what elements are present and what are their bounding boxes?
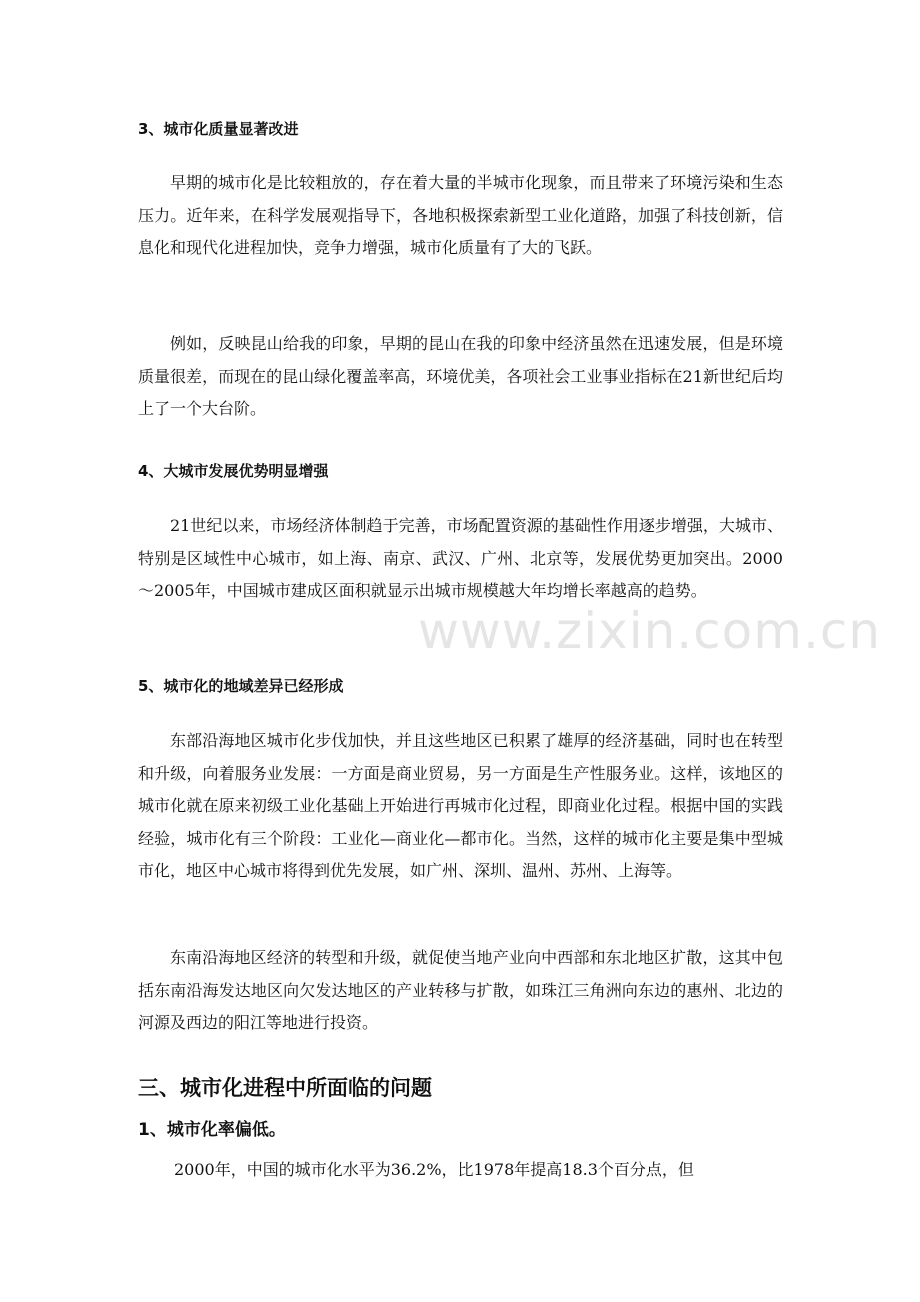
section-3-paragraph-1: 早期的城市化是比较粗放的，存在着大量的半城市化现象，而且带来了环境污染和生态压力。近年来，在科学发展观指导下，各地积极探索新型工业化道路，加强了科技创新，信息化和现代化进程加快，竞争力增强，城市化质量有了大的飞跃。 [138, 173, 783, 257]
section-5 [138, 675, 783, 697]
part-3-section-1-heading: 1、城市化率偏低。 [138, 1120, 286, 1140]
part-3-section-1 [138, 1119, 783, 1141]
section-5-heading: 5、城市化的地域差异已经形成 [138, 677, 344, 695]
part-3-section-1-paragraph-1: 2000年，中国的城市化水平为36.2%，比1978年提高18.3个百分点，但 [174, 1160, 694, 1179]
section-4-paragraph-1-block [138, 510, 783, 608]
section-3-paragraph-1-block [138, 167, 783, 265]
site-watermark: www.zixin.com.cn [418, 602, 882, 660]
part-3-heading: 三、城市化进程中所面临的问题 [138, 1076, 432, 1100]
section-3 [138, 118, 783, 140]
section-5-paragraph-1-block [138, 725, 783, 888]
section-5-paragraph-1: 东部沿海地区城市化步伐加快，并且这些地区已积累了雄厚的经济基础，同时也在转型和升级，向着服务业发展：一方面是商业贸易，另一方面是生产性服务业。这样，该地区的城市化就在原来初级工业化基础上开始进行再城市化过程，即商业化过程。根据中国的实践经验，城市化有三个阶段：工业化—商业化—都市化。当然，这样的城市化主要是集中型城市化，地区中心城市将得到优先发展，如广州、深圳、温州、苏州、上海等。 [138, 731, 783, 880]
section-3-paragraph-2-block [138, 328, 783, 426]
section-3-paragraph-2: 例如，反映昆山给我的印象，早期的昆山在我的印象中经济虽然在迅速发展，但是环境质量很差，而现在的昆山绿化覆盖率高，环境优美，各项社会工业事业指标在21新世纪后均上了一个大台阶。 [138, 334, 783, 418]
section-4-heading: 4、大城市发展优势明显增强 [138, 462, 329, 480]
section-5-paragraph-2-block [138, 942, 783, 1040]
section-3-heading: 3、城市化质量显著改进 [138, 120, 299, 138]
section-4 [138, 460, 783, 482]
section-4-paragraph-1: 21世纪以来，市场经济体制趋于完善，市场配置资源的基础性作用逐步增强，大城市、特别是区域性中心城市，如上海、南京、武汉、广州、北京等，发展优势更加突出。2000～2005年，中国城市建成区面积就显示出城市规模越大年均增长率越高的趋势。 [138, 516, 783, 600]
section-5-paragraph-2: 东南沿海地区经济的转型和升级，就促使当地产业向中西部和东北地区扩散，这其中包括东南沿海发达地区向欠发达地区的产业转移与扩散，如珠江三角洲向东边的惠州、北边的河源及西边的阳江等地进行投资。 [138, 948, 783, 1032]
part-3-section-1-paragraph-1-block [138, 1154, 783, 1187]
part-3 [138, 1073, 783, 1103]
